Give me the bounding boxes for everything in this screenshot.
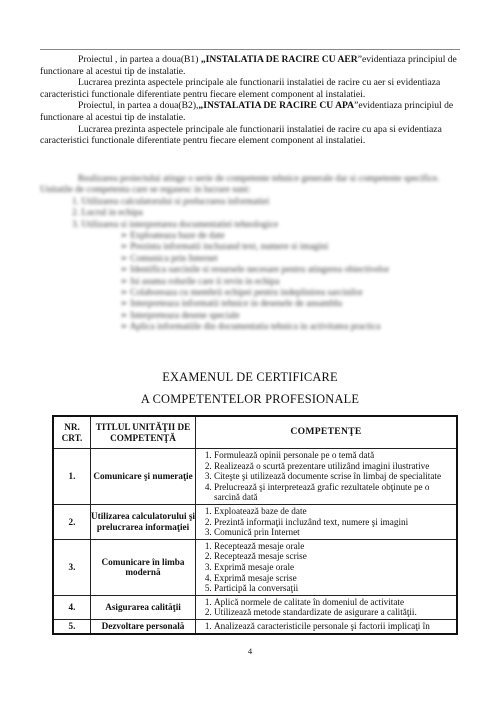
competence-item: 3. Citeşte şi utilizează documente scrise în limbaj de specialitate <box>214 471 454 482</box>
row-unit-title: Asigurarea calităţii <box>91 595 196 619</box>
intro-text <box>40 54 460 147</box>
row-number: 1. <box>53 449 91 505</box>
table-row <box>53 619 457 633</box>
competence-item: 2. Utilizează metode standardizate de asigurare a calităţii. <box>214 607 454 618</box>
competence-item: 3. Exprimǎ mesaje orale <box>214 562 454 573</box>
blurred-paragraph-1: Realizarea proiectului atinge o serie de competente tehnice generale dar si competente specifice. <box>78 174 440 184</box>
competence-item: 4. Exprimǎ mesaje scrise <box>214 573 454 584</box>
blurred-skill: ➢ Exploateaza baze de date <box>120 231 225 242</box>
blurred-skill: ➢ Prezinta informatii incluzand text, numere si imagini <box>120 242 329 253</box>
blurred-skill: ➢ Identifica sarcinile si resursele necesare pentru atingerea obiectivelor <box>120 265 390 276</box>
row-number: 4. <box>53 595 91 619</box>
blurred-skill: ➢ Comunica prin Internet <box>120 253 218 264</box>
blurred-unit: 1. Utilizarea calculatorului si prelucrarea informatiei <box>72 196 270 207</box>
intro-paragraph-4: Lucrarea prezinta aspectele principale ale functionarii instalatiei de racire cu apa si evidentiaza caracteristici functionale diferentiate pentru fiecare element component al instalatiei. <box>40 123 442 147</box>
blurred-skill: ➢ Aplica informatiile din documentatia tehnica in activitatea practica <box>120 322 381 333</box>
row-unit-title: Utilizarea calculatorului şi prelucrarea informaţiei <box>91 504 196 539</box>
blurred-unit: 2. Lucrul in echipa <box>72 208 143 219</box>
table-row <box>53 595 457 619</box>
row-competences <box>196 595 458 619</box>
competence-item: 3. Comunică prin Internet <box>214 527 454 538</box>
table-row <box>53 539 457 595</box>
blurred-skill: ➢ Colaboreaza cu membrii echipei pentru indeplinirea sarcinilor <box>120 288 363 299</box>
row-number: 5. <box>53 619 91 633</box>
section-title-line-2: A COMPETENTELOR PROFESIONALE <box>140 392 360 406</box>
blurred-preview-text <box>40 174 460 334</box>
competence-item: 1. Aplică normele de calitate în domeniul de activitate <box>214 597 454 608</box>
row-competences <box>196 619 458 633</box>
intro-paragraph-1: Proiectul , in partea a doua(B1) „INSTALATIA DE RACIRE CU AER”evidentiaza principiul de functionare al acestui tip de instalatie. <box>40 54 457 77</box>
blurred-skill: ➢ Interpreteaza informatii tehnice in desenele de ansamblu <box>120 299 343 310</box>
competence-item: 2. Prezintă informaţii incluzând text, numere şi imagini <box>214 517 454 528</box>
blurred-paragraph-2: Unitatile de competenta care se regasesc in lucrare sunt: <box>40 185 251 196</box>
competence-item: 4. Prelucrează şi interpretează grafic rezultatele obţinute pe o sarcină dată <box>214 482 454 503</box>
competence-item: 1. Exploatează baze de date <box>214 506 454 517</box>
row-competences <box>196 504 458 539</box>
blurred-skill: ➢ Isi asuma rolurile care ii revin in echipa <box>120 276 280 287</box>
row-unit-title: Comunicare şi numeraţie <box>91 449 196 505</box>
competence-item: 1. Analizează caracteristicile personale şi factorii implicaţi în <box>214 621 454 632</box>
blurred-unit: 3. Utilizarea si interpretarea documentatiei tehnologice <box>72 219 279 230</box>
header-competences: COMPETENŢE <box>196 416 458 449</box>
table-row <box>53 504 457 539</box>
competence-table <box>52 415 458 635</box>
header-rule <box>40 49 460 50</box>
competence-item: 2. Recepteazǎ mesaje scrise <box>214 551 454 562</box>
header-nr: NR. CRT. <box>53 416 91 449</box>
table-row <box>53 449 457 505</box>
header-unit: TITLUL UNITĂŢII DE COMPETENŢĂ <box>91 416 196 449</box>
page-number: 4 <box>247 646 253 656</box>
blurred-skill: ➢ Interpreteaza desene speciale <box>120 310 240 321</box>
row-competences <box>196 539 458 595</box>
competence-item: 2. Realizează o scurtă prezentare utilizând imagini ilustrative <box>214 461 454 472</box>
table-header-row <box>53 416 457 449</box>
row-number: 3. <box>53 539 91 595</box>
intro-paragraph-2: Lucrarea prezinta aspectele principale ale functionarii instalatiei de racire cu aer si evidentiaza caracteristici functionale diferentiate pentru fiecare element component al instalatiei. <box>40 77 441 100</box>
row-competences <box>196 449 458 505</box>
row-number: 2. <box>53 504 91 539</box>
competence-item: 1. Formulează opinii personale pe o temă dată <box>214 450 454 461</box>
row-unit-title: Dezvoltare personală <box>91 619 196 633</box>
intro-paragraph-3: Proiectul, in partea a doua(B2),„INSTALATIA DE RACIRE CU APA”evidentiaza principiul de functionare al acestui tip de instalatie. <box>40 100 454 123</box>
competence-item: 1. Recepteazǎ mesaje orale <box>214 541 454 552</box>
competence-item: 5. Participǎ la conversaţii <box>214 583 454 594</box>
section-title-line-1: EXAMENUL DE CERTIFICARE <box>162 370 338 384</box>
row-unit-title: Comunicare în limba modernă <box>91 539 196 595</box>
